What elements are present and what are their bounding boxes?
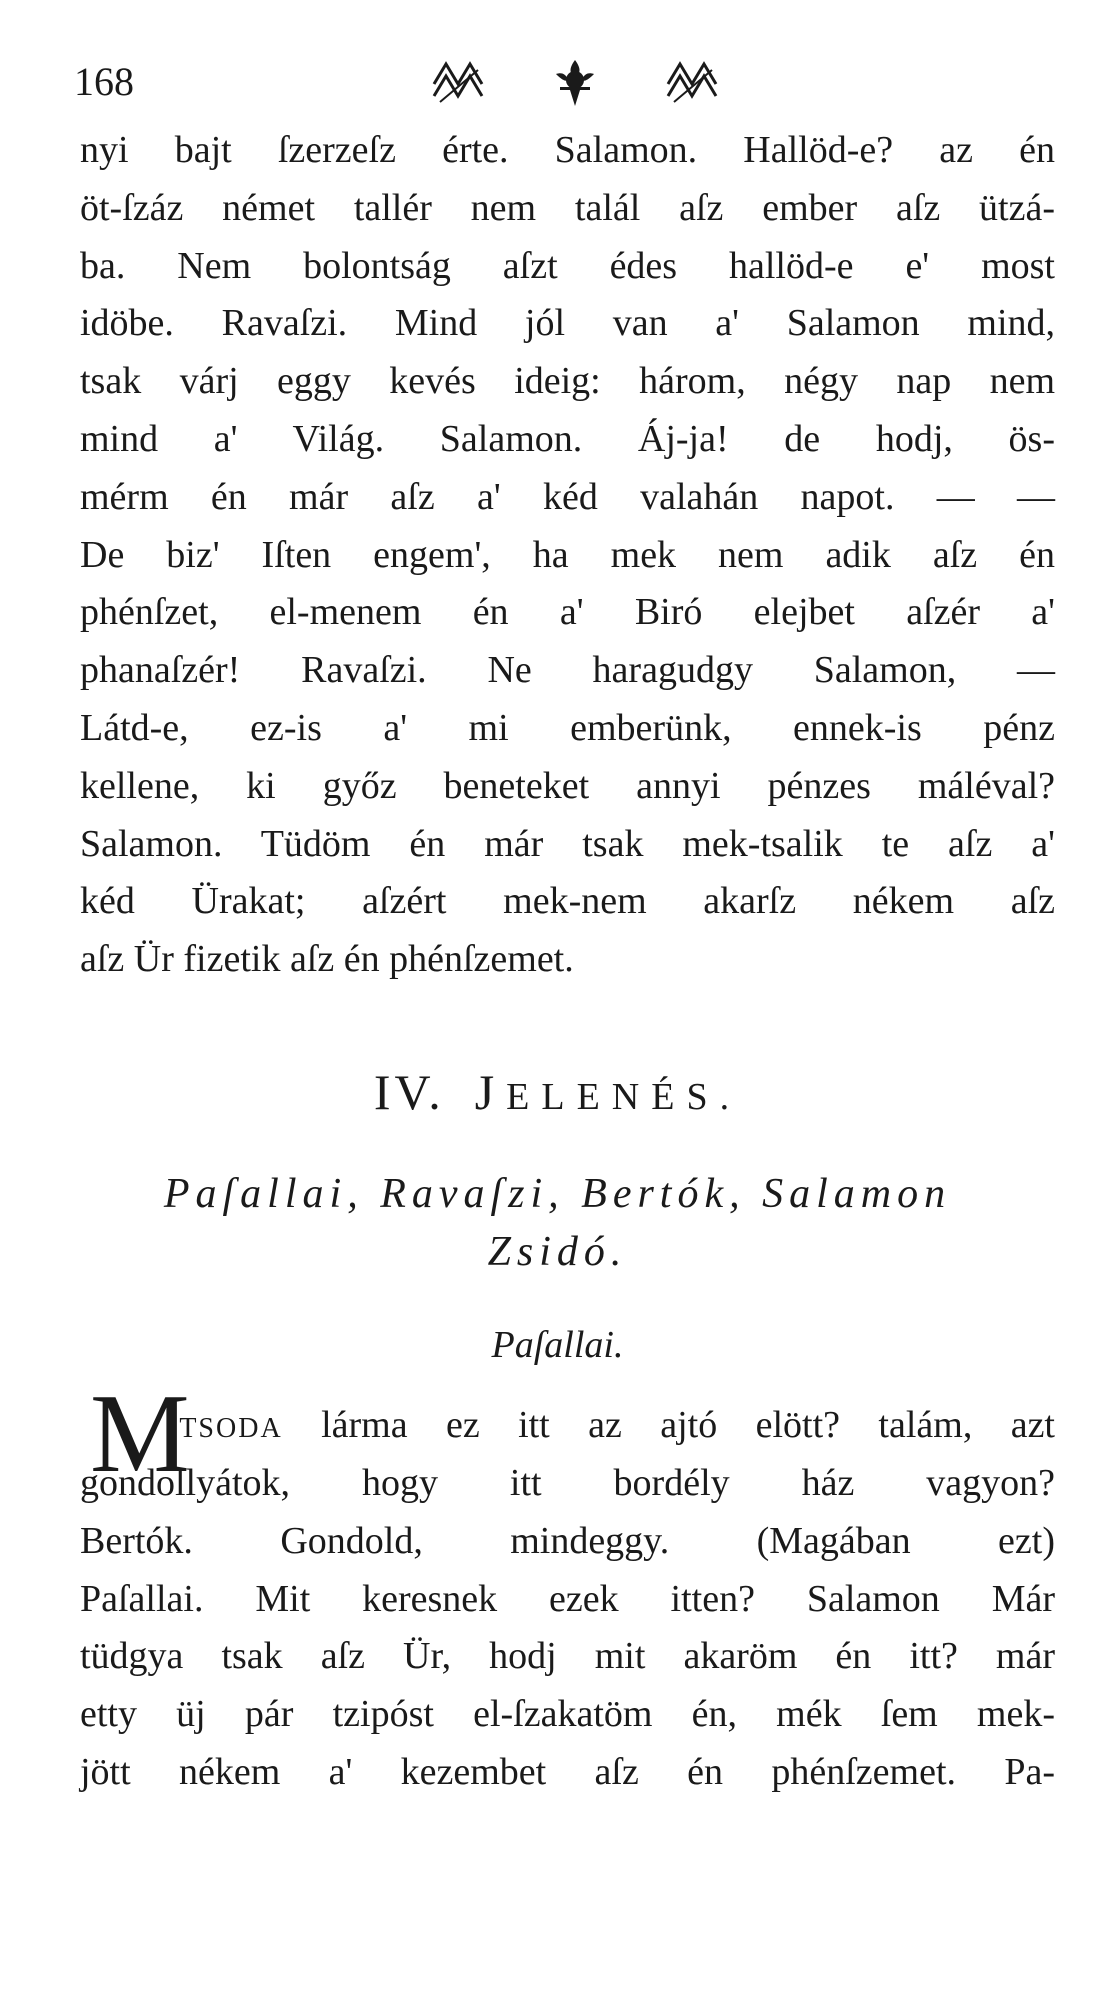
text-line: etty üj pár tzipóst el-ſzakatöm én, mék ſem mek- — [80, 1693, 1055, 1736]
text-line: Látd-e, ez-is a' mi emberünk, ennek-is pénz — [80, 706, 1055, 749]
scene-heading — [0, 1062, 1115, 1127]
page-number: 168 — [74, 59, 134, 104]
small-caps-word: ITSODA — [168, 1413, 283, 1444]
body-paragraph — [80, 122, 1055, 989]
header-ornament — [430, 56, 720, 110]
fleuron-ornament-icon — [556, 60, 594, 106]
text-line: mind a' Világ. Salamon. Áj-ja! de hodj, ös- — [80, 417, 1055, 460]
text-line: tsak várj eggy kevés ideig: három, négy nap nem — [80, 360, 1055, 403]
text-line: Bertók. Gondold, mindeggy. (Magában ezt) — [80, 1519, 1055, 1562]
text-line: gondollyátok, hogy itt bordély ház vagyon? — [80, 1462, 1055, 1504]
zigzag-ornament-icon — [668, 64, 716, 102]
scene-number: IV. — [373, 1064, 445, 1120]
speaker-heading: Paſallai. — [491, 1324, 624, 1366]
text-line: mérm én már aſz a' kéd valahán napot. — — — [80, 475, 1055, 518]
scene-title: JELENÉS. — [474, 1064, 742, 1120]
zigzag-ornament-icon — [434, 64, 482, 102]
text-line: ITSODA lárma ez itt az ajtó elött? talám, azt — [168, 1404, 1055, 1446]
drop-cap: M — [90, 1372, 190, 1496]
character-list — [0, 1165, 1115, 1281]
text-line: kellene, ki győz beneteket annyi pénzes máléval? — [80, 764, 1055, 807]
text-line: phanaſzér! Ravaſzi. Ne haragudgy Salamon, — — [80, 649, 1055, 692]
text-line: De biz' Iſten engem', ha mek nem adik aſz én — [80, 533, 1055, 576]
text-line: öt-ſzáz német tallér nem talál aſz ember aſz ützá- — [80, 186, 1055, 229]
text-line: kéd Ürakat; aſzért mek-nem akarſz nékem aſz — [80, 880, 1055, 923]
character-list-line: Zsidó. — [487, 1229, 628, 1275]
character-list-line: Paſallai, Ravaſzi, Bertók, Salamon — [163, 1171, 952, 1217]
text-line: ba. Nem bolontság aſzt édes hallöd-e e' most — [80, 244, 1055, 287]
dialogue-first-line — [168, 1397, 1055, 1455]
text-line: Paſallai. Mit keresnek ezek itten? Salamon Már — [80, 1577, 1055, 1620]
text-line: tüdgya tsak aſz Ür, hodj mit akaröm én itt? már — [80, 1635, 1055, 1678]
text-line: aſz Ür fizetik aſz én phénſzemet. — [80, 938, 574, 981]
text-line: nyi bajt ſzerzeſz érte. Salamon. Hallöd-e? az én — [80, 129, 1055, 171]
text-line: Salamon. Tüdöm én már tsak mek-tsalik te aſz a' — [80, 822, 1055, 865]
text-line: idöbe. Ravaſzi. Mind jól van a' Salamon mind, — [80, 302, 1055, 345]
dialogue-paragraph — [80, 1455, 1055, 1802]
text-line: jött nékem a' kezembet aſz én phénſzemet. Pa- — [80, 1750, 1055, 1793]
text-line: phénſzet, el-menem én a' Biró elejbet aſzér a' — [80, 591, 1055, 634]
